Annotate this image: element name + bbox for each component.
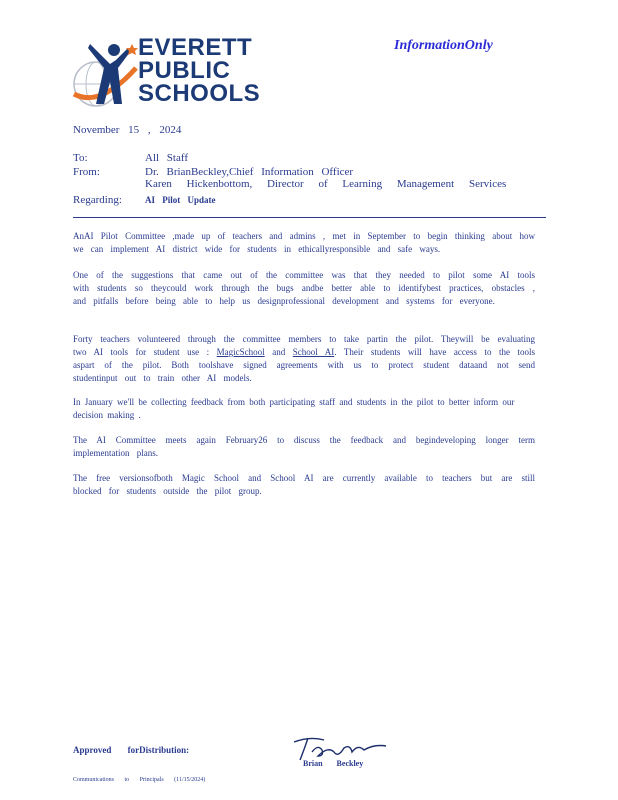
from-value-2: Karen Hickenbottom, Director of Learning Management Services — [145, 178, 507, 190]
paragraph-3-start: Forty teachers volunteered through the committee members to take partin the pilot. Theywill be evaluating two AI tools for student use : — [73, 334, 535, 357]
logo-line-3: SCHOOLS — [138, 80, 261, 107]
regarding-value: AI Pilot Update — [145, 195, 216, 205]
to-value: All Staff — [145, 152, 188, 164]
paragraph-3-end: . Their students will have access to the tools aspart of the pilot. Both toolshave signed agreements with us to protect student dataand not send studentinput out to train other AI models. — [73, 347, 535, 383]
district-logo-mark — [70, 38, 140, 110]
paragraph-3 — [73, 333, 535, 385]
footer-distribution: Communications to Principals (11/15/2024) — [73, 777, 206, 783]
magicschool-link[interactable]: MagicSchool — [216, 347, 265, 357]
signature-name: Brian Beckley — [303, 759, 364, 768]
paragraph-3-and: and — [264, 347, 293, 357]
paragraph-4: In January we'll be collecting feedback from both participating staff and students in the pilot to better inform our decision making . — [73, 397, 515, 420]
paragraph-2: One of the suggestions that came out of the committee was that they needed to pilot some AI tools with students so theycould work through the bugs andbe better able to identifybest practices, obstacles , and pitfalls before being able to help us designprofessional development and systems for everyone. — [73, 270, 535, 306]
from-value-1: Dr. BrianBeckley,Chief Information Officer — [145, 166, 354, 178]
logo-line-2: PUBLIC — [138, 57, 231, 84]
to-row — [73, 152, 188, 164]
header-divider — [73, 217, 546, 218]
from-label: From: — [73, 166, 100, 178]
memo-date: November 15 , 2024 — [73, 124, 182, 136]
district-logo — [70, 34, 261, 112]
district-name — [138, 36, 260, 105]
school-ai-link[interactable]: School AI — [292, 347, 335, 357]
information-only-label: InformationOnly — [394, 38, 493, 53]
regarding-label: Regarding: — [73, 194, 122, 206]
paragraph-6: The free versionsofboth Magic School and School AI are currently available to teachers but are still blocked for students outside the pilot group. — [73, 473, 535, 496]
approved-for-distribution: Approved forDistribution: — [73, 745, 190, 755]
paragraph-1: AnAI Pilot Committee ,made up of teachers and admins , met in September to begin thinking about how we can implement AI district wide for students in ethicallyresponsible and safe ways. — [73, 231, 535, 254]
logo-line-1: EVERETT — [138, 34, 253, 61]
from-row — [73, 166, 507, 190]
to-label: To: — [73, 152, 88, 164]
regarding-row — [73, 194, 216, 206]
paragraph-5: The AI Committee meets again February26 to discuss the feedback and begindeveloping longer term implementation plans. — [73, 435, 535, 458]
